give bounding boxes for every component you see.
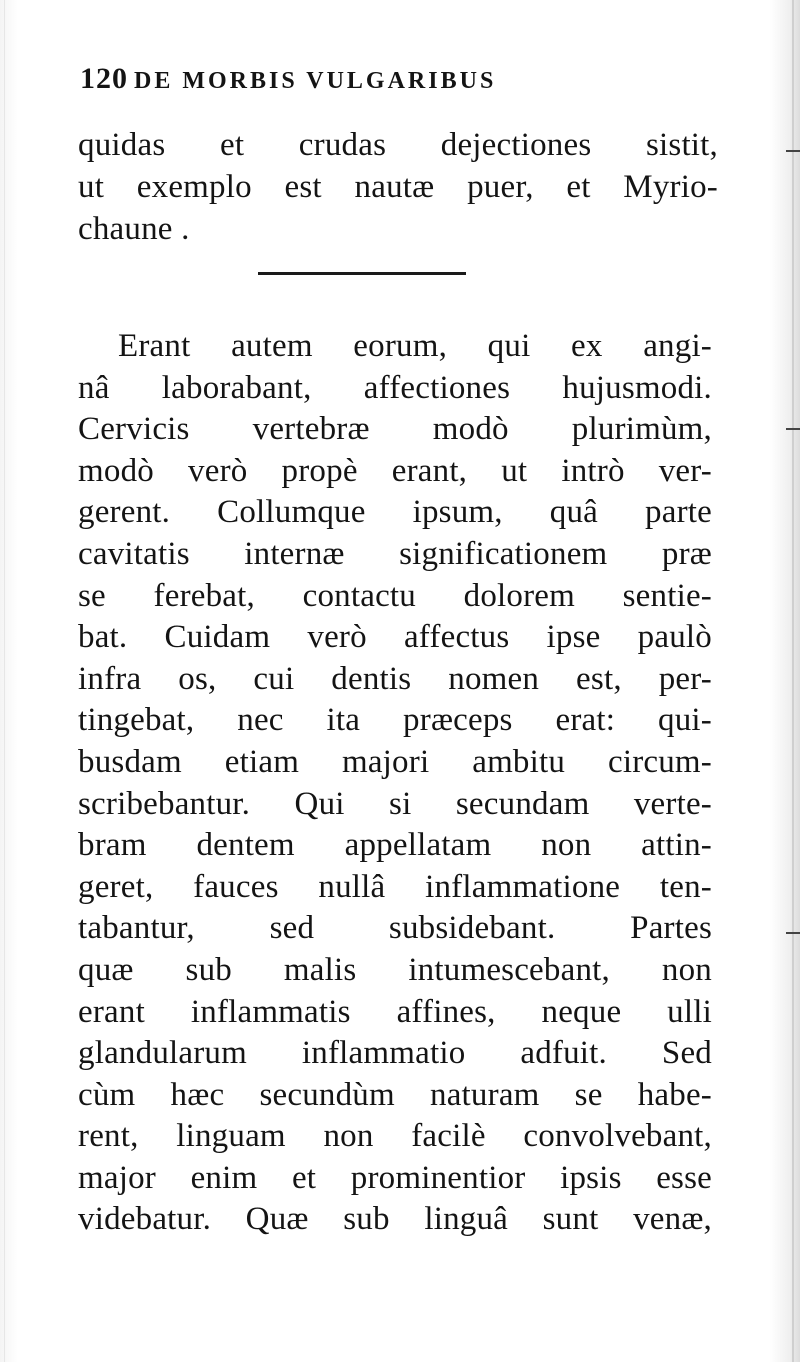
text-line: chaune . (78, 211, 190, 247)
margin-mark (786, 150, 800, 152)
text-line: erant inflammatis affines, neque ulli (78, 993, 712, 1030)
running-title: DE MORBIS VULGARIBUS (134, 68, 497, 94)
page-right-edge (792, 0, 794, 1362)
text-line: gerent. Collumque ipsum, quâ parte (78, 494, 712, 531)
text-line: geret, fauces nullâ inflammatione ten- (78, 868, 712, 905)
text-line: quæ sub malis intumescebant, non (78, 951, 712, 988)
text-line: busdam etiam majori ambitu circum- (78, 743, 712, 780)
text-line: se ferebat, contactu dolorem sentie- (78, 577, 712, 614)
text-line: cavitatis internæ significationem præ (78, 535, 712, 572)
continuation-text (78, 124, 718, 250)
text-line: ut exemplo est nautæ puer, et Myrio- (78, 169, 718, 205)
section-divider (258, 272, 466, 275)
page-left-edge (4, 0, 5, 1362)
running-head (80, 62, 660, 102)
text-line: videbatur. Quæ sub linguâ sunt venæ, (78, 1201, 712, 1238)
text-line: scribebantur. Qui si secundam verte- (78, 785, 712, 822)
text-line: Cervicis vertebræ modò plurimùm, (78, 411, 712, 448)
margin-mark (786, 428, 800, 430)
page-number: 120 (80, 62, 128, 95)
margin-mark (786, 932, 800, 934)
body-paragraph (78, 326, 712, 1241)
text-line: infra os, cui dentis nomen est, per- (78, 660, 712, 697)
text-line: glandularum inflammatio adfuit. Sed (78, 1035, 712, 1072)
text-line: rent, linguam non facilè convolvebant, (78, 1118, 712, 1155)
text-line: bram dentem appellatam non attin- (78, 827, 712, 864)
text-line: nâ laborabant, affectiones hujusmodi. (78, 369, 712, 406)
text-line: tabantur, sed subsidebant. Partes (78, 910, 712, 947)
text-line: major enim et prominentior ipsis esse (78, 1159, 712, 1196)
text-line: tingebat, nec ita præceps erat: qui- (78, 702, 712, 739)
text-line: bat. Cuidam verò affectus ipse paulò (78, 619, 712, 656)
text-line: quidas et crudas dejectiones sistit, (78, 127, 718, 163)
text-line: cùm hæc secundùm naturam se habe- (78, 1076, 712, 1113)
text-line: Erant autem eorum, qui ex angi- (118, 328, 712, 364)
text-line: modò verò propè erant, ut intrò ver- (78, 452, 712, 489)
